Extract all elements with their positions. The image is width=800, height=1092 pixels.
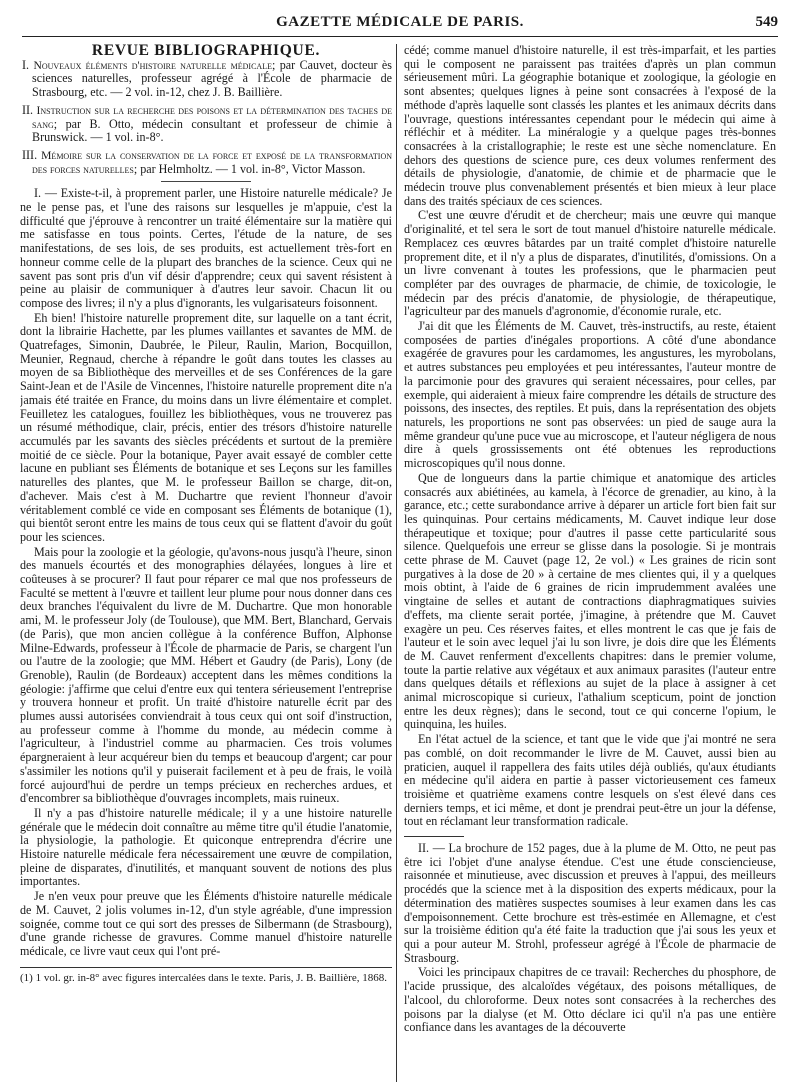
- reference-entry: [20, 149, 392, 176]
- reference-details: ; par B. Otto, médecin consultant et professeur de chimie à Brunswick. — 1 vol. in-8°.: [32, 116, 392, 145]
- reference-number: III.: [22, 147, 38, 162]
- reference-details: ; par Cauvet, docteur ès sciences naturelles, professeur agrégé à l'École de pharmacie de Strasbourg, etc. — 2 vol. in-12, chez J. B. Baillière.: [32, 57, 392, 100]
- body-paragraph: Il n'y a pas d'histoire naturelle médicale; il y a une histoire naturelle générale que le médecin doit connaître au même titre qu'il étudie l'anatomie, la physiologie, la pathologie. Et quiconque entreprendra d'écrire une Histoire naturelle médicale fera nécessairement une œuvre de compilation, pleine de disparates, d'inutilités, et manquant souvent de notions des plus importantes.: [20, 805, 392, 889]
- reference-number: II.: [22, 102, 34, 117]
- column-divider: [396, 44, 397, 1082]
- review-title: REVUE BIBLIOGRAPHIQUE.: [91, 44, 321, 59]
- reference-title: Nouveaux éléments d'histoire naturelle médicale: [33, 58, 272, 72]
- footnote: (1) 1 vol. gr. in-8° avec figures intercalées dans le texte. Paris, J. B. Baillière, 1868.: [20, 971, 387, 984]
- reference-title: Mémoire sur la conservation de la force et exposé de la transformation des forces naturelles: [32, 148, 392, 176]
- page-number: 549: [755, 14, 778, 30]
- reference-title: Instruction sur la recherche des poisons et la détermination des taches de sang: [32, 103, 392, 131]
- reference-entry: [20, 104, 392, 145]
- body-paragraph: II. — La brochure de 152 pages, due à la plume de M. Otto, ne peut pas être ici l'objet d'une analyse étendue. C'est une étude consciencieuse, raisonnée et minutieuse, avec discussion et preuves à l'appui, des meilleurs procédés que la science met à la disposition des experts médicaux, pour la détermination des matières suspectes soumises à leur examen dans les cas d'empoisonnement. Cette brochure est très-estimée en Allemagne, et c'est sur la troisième édition qu'a été faite la traduction que j'ai sous les yeux et qui a pour auteur M. Strohl, professeur agrégé à l'École de pharmacie de Strasbourg.: [404, 841, 776, 965]
- right-column: [404, 44, 776, 1082]
- reference-number: I.: [22, 57, 30, 72]
- body-paragraph: J'ai dit que les Éléments de M. Cauvet, très-instructifs, au reste, étaient composées de parties d'inégales proportions. A côté d'une abondance exagérée de gravures pour les cardamomes, les angustures, les myrobolans, et autres substances peu employées et peu intéressantes, l'auteur montre de la parcimonie pour des gravures qui seraient nécessaires, pour celles, par exemple, qui aideraient à mieux faire comprendre les détails de structure des poissons, des insectes, des reptiles. Et puis, dans la représentation des objets naturels, les proportions ne sont pas observées: un pied de sauge aura la même grandeur qu'une puce vue au microscope, et l'auteur négligera de nous dire à quels grossissements ont été obtenues les reproductions microscopiques qu'il nous donne.: [404, 319, 776, 471]
- section-divider: [161, 181, 251, 182]
- body-paragraph: I. — Existe-t-il, à proprement parler, une Histoire naturelle médicale? Je ne le pense pas, et l'une des raisons sur lesquelles je m'appuie, c'est la difficulté que j'éprouve à rencontrer un traité élémentaire sur la matière qui me satisfasse en tous points. Certes, l'étude de la nature, de ses manifestations, de ses lois, de ses produits, est actuellement très-fort en honneur comme celle de la plupart des branches de la science. Ceux qui ne savent pas sont pris d'un vif désir d'apprendre; ceux qui savent résistent à peine au plaisir de communiquer à d'autres leur savoir. Chacun lit ou compose des livres; il n'y a plus d'ignorants, les vulgarisateurs foisonnent.: [20, 186, 392, 310]
- body-paragraph: Que de longueurs dans la partie chimique et anatomique des articles consacrés aux abiétinées, au kamela, à l'écorce de grenadier, au kino, à la garance, etc.; cette surabondance arrive à déparer un article fort bien fait sur les quinquinas. Pour certains médicaments, M. Cauvet indique leur dose thérapeutique et toxique; pour d'autres il passe cette particularité sous silence. Quelquefois une erreur se glisse dans la posologie. Si je montrais cette phrase de M. Cauvet (page 12, 2e vol.) « Les graines de ricin sont purgatives à la dose de 20 » à certaine de mes clientes qui, il y a quelques mois obtint, à l'aide de 6 graines de ricin imprudemment avalées une vingtaine de selles et autant de contractions diaphragmatiques suivies d'effets, ma cliente serait portée, j'imagine, à prétendre que M. Cauvet exagère un peu. Ces réserves faites, et elles montrent le cas que je fais de l'auteur et le soin avec lequel j'ai lu son livre, je dois dire que les Éléments de M. Cauvet renferment d'excellents chapitres: dans le premier volume, toute la partie relative aux végétaux et aux animaux parasites (l'auteur entre dans quelques détails et réflexions au sujet de la place à assigner à cet animal microscopique si curieux, l'athalium scepticum, point de jonction entre les deux règnes); dans le second, tout ce qui concerne l'opium, le quinquina, les huiles.: [404, 470, 776, 732]
- section-divider: [404, 836, 464, 837]
- journal-title: GAZETTE MÉDICALE DE PARIS.: [276, 14, 524, 30]
- page-header: [22, 14, 778, 37]
- footnote-separator: [20, 967, 392, 968]
- reference-details: ; par Helmholtz. — 1 vol. in-8°, Victor Masson.: [133, 161, 366, 176]
- body-paragraph: Je n'en veux pour preuve que les Éléments d'histoire naturelle médicale de M. Cauvet, 2 jolis volumes in-12, d'un style agréable, d'une impression soignée, comme tout ce qui sort des presses de Silbermann (de Strasbourg), d'une grande richesse de gravures. Comme manuel d'histoire naturelle médicale, ce livre vaut ceux qui l'ont pré-: [20, 889, 392, 958]
- reference-entry: [20, 59, 392, 100]
- body-paragraph: En l'état actuel de la science, et tant que le vide que j'ai montré ne sera pas comblé, on doit recommander le livre de M. Cauvet, aussi bien au praticien, auquel il rappellera des faits utiles déjà oubliés, qu'aux étudiants en médecine qu'il aidera en partie à passer victorieusement ces fameux troisième et quatrième examens contre lesquels on s'est élevé dans ces derniers temps, et ici même, et dont je prendrai peut-être un jour la défense, tout en réclamant leur transformation radicale.: [404, 732, 776, 829]
- body-paragraph: Eh bien! l'histoire naturelle proprement dite, sur laquelle on a tant écrit, dont la librairie Hachette, par les plumes vaillantes et savantes de MM. de Quatrefages, Simonin, Daubrée, le Pileur, Raulin, Marion, Bocquillon, Meunier, Regnaud, cherche à répandre le goût dans toutes les classes au moyen de sa Bibliothèque des merveilles et de ses Conférences de la gare Saint-Jean et de l'Asile de Vincennes, l'histoire naturelle proprement dite n'a jamais été traitée en France, du moins dans un livre élémentaire et complet. Feuilletez les catalogues, fouillez les bibliothèques, vous ne trouverez pas un résumé méthodique, clair, précis, entier des trésors d'histoire naturelle accumulés par les savants des siècles précédents et surtout de la première moitié de ce siècle. Pour la botanique, Payer avait essayé de combler cette lacune en publiant ses Éléments de botanique et ses Leçons sur les familles naturelles des plantes, que M. le professeur Baillon se charge, dit-on, d'achever. Mais c'est à M. Duchartre que revient l'honneur d'avoir véritablement comblé ce vide en composant ses Éléments de botanique (1), qui bientôt seront entre les mains de tous ceux qui se flattent d'avoir du goût pour les sciences.: [20, 310, 392, 544]
- left-column: [20, 44, 392, 1082]
- body-paragraph: cédé; comme manuel d'histoire naturelle, il est très-imparfait, et les parties qui le composent ne paraissent pas traitées d'après un plan commun sérieusement mûri. La géographie botanique et zoologique, la géologie en sont absentes; quelques lignes à peine sont consacrées à l'exposé de la méthode d'après laquelle sont classés les plantes et les animaux décrits dans l'ouvrage, questions intéressantes cependant pour le médecin qui aime à réfléchir et à méditer. La minéralogie y a quelque pages très-bonnes consacrées à la cristallographie; le reste est une sèche nomenclature. En dehors des questions de science pure, ces deux volumes renferment des détails de physiologie, d'anatomie, de chimie et de pharmacie que le médecin trouve plus convenablement présentés et bien mieux à leur place dans des traités spéciaux de ces sciences.: [404, 44, 776, 208]
- body-paragraph: C'est une œuvre d'érudit et de chercheur; mais une œuvre qui manque d'originalité, et tel sera le sort de tout manuel d'histoire naturelle médicale. Remplacez ces œuvres bâtardes par un traité complet d'histoire naturelle proprement dite, et il n'y a plus de disparates, d'inutilités, d'omissions. On a un livre convenant à toutes les professions, que le pharmacien peut compléter par des ouvrages de pharmacie, de chimie, de toxicologie, le médecin par des précis d'anatomie, de physiologie, de thérapeutique, l'agriculteur par des manuels d'agronomie, d'économie rurale, etc.: [404, 208, 776, 319]
- body-paragraph: Mais pour la zoologie et la géologie, qu'avons-nous jusqu'à l'heure, sinon des manuels écourtés et des monographies délayées, longues à lire et coûteuses à se procurer? Il faut pour réparer ce mal que nos professeurs de Faculté se mettent à l'œuvre et taillent leur plume pour nous donner dans ces deux branches l'équivalent du livre de M. Duchartre. Que mon honorable ami, M. le professeur Joly (de Toulouse), que MM. Bert, Blanchard, Gervais (de Paris), que mon ancien collègue à la conférence Buffon, Alphonse Milne-Edwards, professeur à l'École de pharmacie de Paris, se chargent l'un ou l'autre de la zoologie; que MM. Hébert et Gaudry (de Paris), Lony (de Grenoble), Raulin (de Bordeaux) acceptent dans les mêmes conditions la géologie: j'affirme que celui d'entre eux qui tentera sérieusement l'entreprise y trouvera honneur et profit. Un traité d'histoire naturelle écrit par des plumes aussi autorisées conviendrait à tous ceux qui ont soif d'instruction, au professeur comme à l'homme du monde, au médecin comme à l'agriculteur, à l'industriel comme au pharmacien. Ces trois volumes épargneraient à leur acquéreur bien du temps et beaucoup d'argent; car pour s'assimiler les notions qu'il y puiserait facilement et à peu de frais, le voilà forcé aujourd'hui de perdre un temps précieux en recherches ardues, et d'encombrer sa bibliothèque d'ouvrages incomplets, mais ruineux.: [20, 544, 392, 806]
- body-paragraph: Voici les principaux chapitres de ce travail: Recherches du phosphore, de l'acide prussique, des alcaloïdes végétaux, des poisons métalliques, de l'alcool, du chloroforme. Deux notes sont consacrées à la recherches des poisons par la dialyse (et M. Otto déclare ici qu'il n'a pas une entière confiance dans les avantages de la découverte: [404, 965, 776, 1035]
